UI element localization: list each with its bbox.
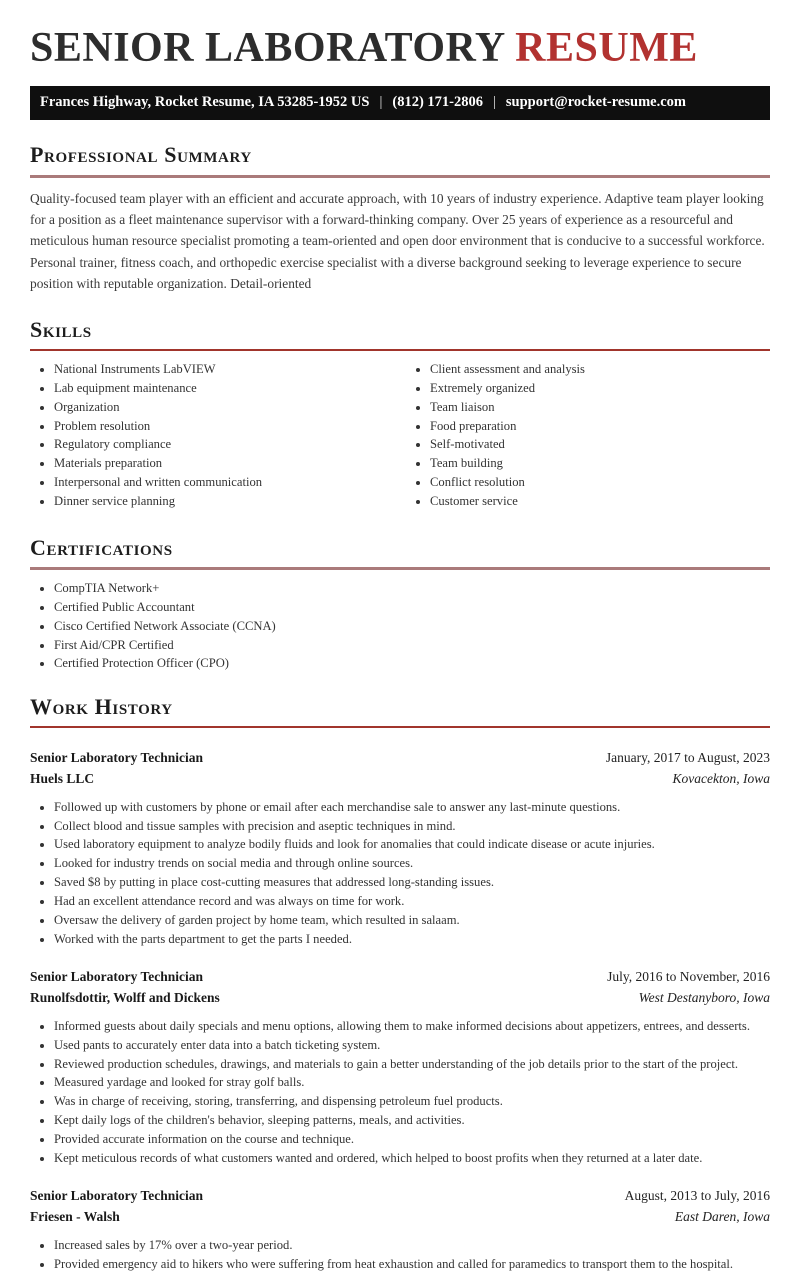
job-title-row <box>30 1188 770 1205</box>
certification-item: • First Aid/CPR Certified <box>54 638 770 653</box>
section-heading-work-history: Work History <box>30 693 173 719</box>
job-bullet: • Was in charge of receiving, storing, transferring, and dispensing petroleum fuel products. <box>54 1094 770 1109</box>
section-heading-summary: Professional Summary <box>30 142 252 168</box>
certification-item: • Cisco Certified Network Associate (CCNA) <box>54 619 770 634</box>
skill-item: • Conflict resolution <box>430 475 770 490</box>
certifications-list <box>30 581 770 672</box>
skill-item: • Team liaison <box>430 400 770 415</box>
job-bullet: • Kept daily logs of the children's behavior, sleeping patterns, meals, and activities. <box>54 1113 770 1128</box>
job-title-row <box>30 969 770 986</box>
certification-item: • CompTIA Network+ <box>54 581 770 596</box>
skill-item: • National Instruments LabVIEW <box>54 362 394 377</box>
job-company: Friesen - Walsh <box>30 1209 120 1225</box>
job-title-row <box>30 750 770 767</box>
skill-item: • Team building <box>430 456 770 471</box>
job-title: Senior Laboratory Technician <box>30 749 204 765</box>
job-bullet: • Provided accurate information on the course and technique. <box>54 1132 770 1147</box>
job-bullet: • Followed up with customers by phone or email after each merchandise sale to answer any last-minute questions. <box>54 800 770 815</box>
section-heading-skills: Skills <box>30 316 92 342</box>
job-dates: January, 2017 to August, 2023 <box>605 749 770 765</box>
section-rule <box>30 175 770 178</box>
job-bullet-list <box>30 800 770 947</box>
job-bullet: • Used laboratory equipment to analyze bodily fluids and look for anomalies that could indicate disease or acute injuries. <box>54 837 770 852</box>
section-rule <box>30 567 770 570</box>
job-dates: August, 2013 to July, 2016 <box>624 1188 770 1204</box>
skills-list-right <box>406 362 770 513</box>
job-company: Runolfsdottir, Wolff and Dickens <box>30 989 220 1005</box>
job-bullet: • Collect blood and tissue samples with precision and aseptic techniques in mind. <box>54 819 770 834</box>
section-certifications <box>30 536 770 672</box>
contact-address: Frances Highway, Rocket Resume, IA 53285-1952 US <box>40 94 370 111</box>
skills-columns <box>30 351 770 513</box>
job-bullet: • Oversaw the delivery of garden project by home team, which resulted in salaam. <box>54 913 770 928</box>
job-bullet: • Kept meticulous records of what customers wanted and ordered, which helped to boost profits when they returned at a later date. <box>54 1151 770 1166</box>
job-bullet: • Had an excellent attendance record and was always on time for work. <box>54 894 770 909</box>
contact-bar <box>30 86 770 120</box>
job-dates: July, 2016 to November, 2016 <box>607 969 770 985</box>
skill-item: • Problem resolution <box>54 419 394 434</box>
resume-title-primary: SENIOR LABORATORY <box>30 25 505 71</box>
skill-item: • Extremely organized <box>430 381 770 396</box>
section-skills <box>30 318 770 513</box>
skill-item: • Regulatory compliance <box>54 437 394 452</box>
resume-title <box>30 26 770 71</box>
job-title: Senior Laboratory Technician <box>30 1188 204 1204</box>
section-work-history <box>30 695 770 1272</box>
summary-text: Quality-focused team player with an efficient and accurate approach, with 10 years of industry experience. Adaptive team player looking for a position as a fleet maintenance supervisor with a forward-thinking company. Over 25 years of experience as a resourceful and meticulous human resource specialist promoting a team-oriented and open door environment that is conducive to a successful workforce. Personal trainer, fitness coach, and orthopedic exercise specialist with a diverse background seeking to leverage experience to secure position with reputable organization. Detail-oriented <box>30 190 765 292</box>
job-bullet: • Informed guests about daily specials and menu options, allowing them to make informed decisions about appetizers, entrees, and desserts. <box>54 1019 770 1034</box>
section-professional-summary <box>30 143 770 294</box>
job-title: Senior Laboratory Technician <box>30 969 204 985</box>
job-entry <box>30 969 770 1166</box>
job-company-row <box>30 771 770 788</box>
job-entry <box>30 750 770 947</box>
job-location: Kovacekton, Iowa <box>672 770 770 786</box>
certification-item: • Certified Public Accountant <box>54 600 770 615</box>
job-bullet: • Used pants to accurately enter data into a batch ticketing system. <box>54 1038 770 1053</box>
skill-item: • Food preparation <box>430 419 770 434</box>
contact-phone: (812) 171-2806 <box>392 94 483 111</box>
job-bullet: • Provided emergency aid to hikers who were suffering from heat exhaustion and called for paramedics to transport them to the hospital. <box>54 1257 770 1272</box>
job-company-row <box>30 990 770 1007</box>
job-bullet: • Measured yardage and looked for stray golf balls. <box>54 1075 770 1090</box>
job-bullet: • Increased sales by 17% over a two-year period. <box>54 1238 770 1253</box>
skill-item: • Customer service <box>430 494 770 509</box>
contact-divider: | <box>493 94 496 111</box>
section-rule <box>30 726 770 728</box>
job-bullet: • Worked with the parts department to get the parts I needed. <box>54 932 770 947</box>
skill-item: • Organization <box>54 400 394 415</box>
job-bullet: • Saved $8 by putting in place cost-cutting measures that addressed long-standing issues. <box>54 875 770 890</box>
job-bullet: • Reviewed production schedules, drawings, and materials to gain a better understanding of the job details prior to the start of the project. <box>54 1057 770 1072</box>
job-company-row <box>30 1209 770 1226</box>
skills-list-left <box>30 362 394 513</box>
skill-item: • Materials preparation <box>54 456 394 471</box>
job-bullet-list <box>30 1238 770 1272</box>
job-bullet-list <box>30 1019 770 1166</box>
contact-divider: | <box>379 94 383 111</box>
job-bullet: • Looked for industry trends on social media and through online sources. <box>54 856 770 871</box>
job-location: East Daren, Iowa <box>674 1209 770 1225</box>
job-company: Huels LLC <box>30 770 95 786</box>
section-heading-certifications: Certifications <box>30 534 173 560</box>
skill-item: • Self-motivated <box>430 437 770 452</box>
job-entry <box>30 1188 770 1272</box>
skill-item: • Lab equipment maintenance <box>54 381 394 396</box>
job-location: West Destanyboro, Iowa <box>638 989 770 1005</box>
skill-item: • Dinner service planning <box>54 494 394 509</box>
resume-title-accent: RESUME <box>515 25 698 71</box>
contact-email: support@rocket-resume.com <box>505 94 686 111</box>
certification-item: • Certified Protection Officer (CPO) <box>54 656 770 671</box>
skill-item: • Interpersonal and written communication <box>54 475 394 490</box>
skill-item: • Client assessment and analysis <box>430 362 770 377</box>
